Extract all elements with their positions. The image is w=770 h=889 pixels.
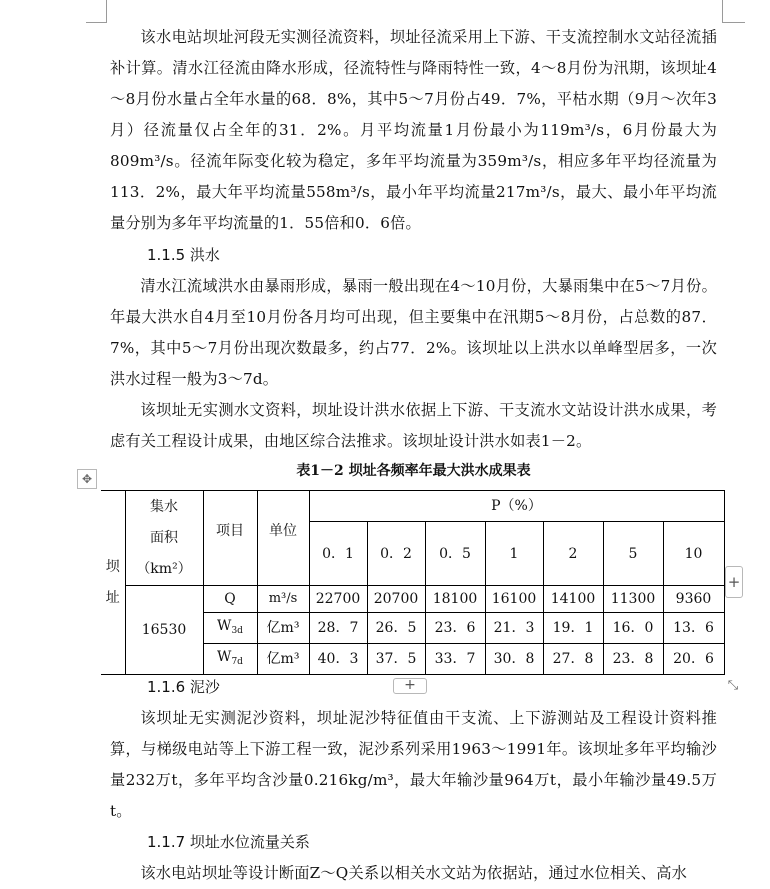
paragraph-sediment: 该坝址无实测泥沙资料，坝址泥沙特征值由干支流、上下游测站及工程设计资料推算，与梯级电站等上下游工程一致，泥沙系列采用1963～1991年。该坝址多年平均输沙量232万t，多年平均含沙量0.216kg/m³，最大年输沙量964万t，最小年输沙量49.5万t。: [110, 709, 717, 820]
value-cell: 23．8: [603, 644, 663, 675]
frequency-header-cell: 2: [543, 522, 603, 586]
item-symbol: W: [217, 617, 232, 634]
paragraph-runoff: 该水电站坝址河段无实测径流资料，坝址径流采用上下游、干支流控制水文站径流插补计算。清水江径流由降水形成，径流特性与降雨特性一致，4～8月份为汛期，该坝址4～8月份水量占全年水量的68．8%，其中5～7月份占49．7%，平枯水期（9月～次年3月）径流量仅占全年的31．2%。月平均流量1月份最小为119m³/s，6月份最大为809m³/s。径流年际变化较为稳定，多年平均流量为359m³/s，相应多年平均径流量为113．2%，最大年平均流量558m³/s，最小年平均流量217m³/s，最大、最小年平均流量分别为多年平均流量的1．55倍和0．6倍。: [110, 28, 717, 232]
value-cell: 13．6: [663, 613, 724, 644]
site-label-line: 址: [105, 589, 120, 606]
area-header-cell: [125, 491, 203, 586]
value-cell: 40．3: [309, 644, 367, 675]
resize-icon[interactable]: ⤡: [727, 678, 739, 693]
value-cell: 20．6: [663, 644, 724, 675]
frequency-header-cell: 10: [663, 522, 724, 586]
paragraph-design-flood: 该坝址无实测水文资料，坝址设计洪水依据上下游、干支流水文站设计洪水成果，考虑有关工程设计成果，由地区综合法推求。该坝址设计洪水如表1－2。: [110, 401, 717, 450]
unit-cell: m³/s: [257, 586, 309, 613]
table-row: [101, 586, 724, 613]
item-symbol: W: [217, 648, 232, 665]
frequency-header-cell: 0．2: [367, 522, 425, 586]
value-cell: 20700: [367, 586, 425, 613]
frequency-header-cell: 0．1: [309, 522, 367, 586]
value-cell: 27．8: [543, 644, 603, 675]
item-header-cell: 项目: [203, 491, 257, 586]
item-cell: [203, 586, 257, 613]
value-cell: 26．5: [367, 613, 425, 644]
frequency-header-cell: 0．5: [425, 522, 485, 586]
add-row-button[interactable]: [393, 678, 427, 694]
item-cell: [203, 644, 257, 675]
value-cell: 9360: [663, 586, 724, 613]
frequency-header-cell: 1: [485, 522, 543, 586]
value-cell: 14100: [543, 586, 603, 613]
value-cell: 33．7: [425, 644, 485, 675]
site-header-cell: [101, 491, 125, 675]
plus-icon: +: [404, 677, 416, 693]
paragraph-stage-discharge: 该水电站坝址等设计断面Z～Q关系以相关水文站为依据站，通过水位相关、高水: [140, 864, 687, 882]
move-icon[interactable]: ✥: [77, 469, 97, 489]
add-column-button[interactable]: [725, 566, 743, 598]
value-cell: 16．0: [603, 613, 663, 644]
unit-cell: 亿m³: [257, 613, 309, 644]
value-cell: 23．6: [425, 613, 485, 644]
value-cell: 30．8: [485, 644, 543, 675]
plus-icon: +: [727, 573, 741, 591]
value-cell: 18100: [425, 586, 485, 613]
area-header-line: 集水: [150, 498, 178, 515]
p-header-cell: P（%）: [309, 491, 724, 522]
area-value-cell: 16530: [125, 586, 203, 675]
margin-corner-mark: [722, 0, 745, 23]
unit-header-cell: 单位: [257, 491, 309, 586]
value-cell: 22700: [309, 586, 367, 613]
item-symbol: Q: [224, 591, 236, 607]
site-label-line: 坝: [105, 558, 120, 575]
value-cell: 28．7: [309, 613, 367, 644]
table-caption: 表1－2 坝址各频率年最大洪水成果表: [296, 463, 531, 479]
value-cell: 19．1: [543, 613, 603, 644]
unit-cell: 亿m³: [257, 644, 309, 675]
flood-table: [101, 490, 725, 675]
section-heading-sediment: 1.1.6 泥沙: [147, 678, 220, 696]
item-cell: [203, 613, 257, 644]
area-header-line: 面积: [150, 529, 178, 546]
value-cell: 16100: [485, 586, 543, 613]
item-subscript: 3d: [231, 625, 243, 636]
frequency-header-cell: 5: [603, 522, 663, 586]
value-cell: 11300: [603, 586, 663, 613]
section-heading-flood: 1.1.5 洪水: [147, 246, 220, 264]
section-heading-stage-discharge: 1.1.7 坝址水位流量关系: [147, 833, 310, 851]
value-cell: 21．3: [485, 613, 543, 644]
item-subscript: 7d: [231, 656, 243, 667]
paragraph-flood: 清水江流域洪水由暴雨形成，暴雨一般出现在4～10月份，大暴雨集中在5～7月份。年最大洪水自4月至10月份各月均可出现，但主要集中在汛期5～8月份，占总数的87．7%，其中5～7月份出现次数最多，约占77．2%。该坝址以上洪水以单峰型居多，一次洪水过程一般为3～7d。: [110, 277, 717, 388]
area-header-line: （km²）: [136, 560, 192, 577]
margin-corner-mark: [86, 0, 107, 23]
value-cell: 37．5: [367, 644, 425, 675]
